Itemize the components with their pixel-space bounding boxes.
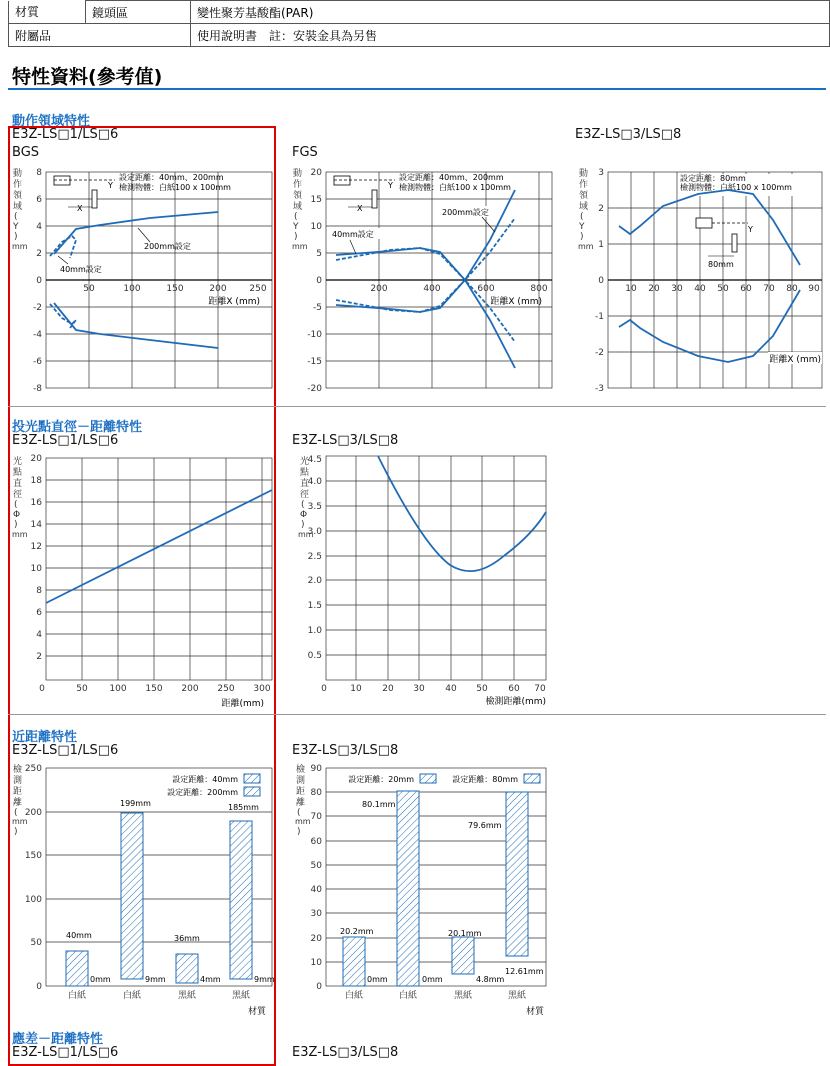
svg-text:域: 域 [13,202,23,212]
x-tick: 200 [181,684,199,694]
legend-swatch [244,774,260,783]
svg-text:(: ( [14,808,18,818]
x-tick: 白紙 [344,991,364,1001]
y-tick: 3.0 [307,527,322,537]
svg-text:徑: 徑 [300,490,310,500]
svg-text:領: 領 [13,191,23,201]
x-tick: 白紙 [67,991,87,1001]
x-axis-label: 檢測距離(mm) [485,697,546,707]
x-tick: 100 [109,684,127,694]
y-tick: 20 [310,168,322,178]
x-tick: 70 [763,284,775,294]
accessory-value: 使用說明書 註：安裝金具為另售 [197,28,378,43]
target-icon [732,234,737,252]
label-40: 40mm設定 [60,265,102,274]
y-axis-label [12,763,28,837]
divider-1 [8,406,826,407]
near-title: 近距離特性 [12,730,78,745]
y-tick: 3.5 [307,502,322,512]
diff-title: 應差－距離特性 [12,1032,104,1047]
y-axis-label [292,167,308,251]
y-tick: 0 [316,276,322,286]
x-tick: 60 [740,284,752,294]
legend-20: 設定距離：20mm [348,775,414,784]
svg-text:mm: mm [12,817,28,826]
setting-note: 設定距離：40mm、200mm [119,173,224,182]
bar-label: 80.1mm [362,800,396,809]
y-tick: -4 [33,330,42,340]
x-tick: 300 [253,684,271,694]
svg-text:作: 作 [579,180,589,190]
object-note: 檢測物體：白紙100 x 100mm [119,183,231,192]
svg-text:作: 作 [293,180,303,190]
y-tick: 0.5 [307,651,322,661]
accessory-label-cell [9,24,191,47]
spot-model-a: E3Z-LS□1/LS□6 [12,433,119,448]
chart-fgs [290,160,556,400]
x-tick: 黑紙 [453,991,473,1001]
svg-text:檢: 檢 [13,765,23,775]
y-tick: -1 [595,312,604,322]
svg-text:光: 光 [300,457,310,467]
object-note: 檢測物體：白紙100 x 100mm [680,183,792,192]
x-axis-label: 距離X (mm) [490,297,542,307]
y-tick: 20 [310,934,322,944]
section-title: 特性資料(參考值) [12,66,163,88]
x-tick: 白紙 [122,991,142,1001]
bar-20-black [452,937,474,974]
label-40: 40mm設定 [332,230,374,239]
svg-text:徑: 徑 [13,490,23,500]
y-tick: 10 [30,564,42,574]
setting-note: 設定距離：80mm [680,174,746,183]
sensor-icon [696,218,712,228]
svg-text:mm: mm [298,530,314,539]
y-tick: 70 [310,812,322,822]
accessory-label: 附屬品 [15,28,52,43]
x-tick: 90 [808,284,820,294]
y-tick: 100 [24,895,42,905]
svg-text:Y: Y [293,222,299,232]
y-tick: 250 [24,764,42,774]
svg-text:離: 離 [13,798,23,808]
op-area-title: 動作領域特性 [12,114,91,129]
bar-40-white [66,951,88,986]
y-tick: 2 [36,652,42,662]
svg-text:mm: mm [292,242,308,251]
lens-label-cell [86,1,191,24]
y-tick: 2 [598,204,604,214]
x-tick: 50 [76,684,88,694]
y-tick: 4 [36,630,42,640]
svg-text:(: ( [14,500,18,510]
x-tick: 200 [209,284,227,294]
chart-bgs [10,160,276,400]
material-label: 材質 [15,5,40,20]
curve-40-lower [50,304,76,328]
svg-text:檢: 檢 [296,765,306,775]
svg-text:): ) [294,232,298,242]
bar-label: 4.8mm [476,975,505,984]
svg-text:離: 離 [296,798,306,808]
bar-label: 40mm [66,931,92,940]
svg-text:領: 領 [579,191,589,201]
near-model-b: E3Z-LS□3/LS□8 [292,743,399,758]
bar-label: 36mm [174,934,200,943]
bar-label: 199mm [120,799,151,808]
y-tick: 200 [24,808,42,818]
svg-text:): ) [14,232,18,242]
chart-spot-a [10,450,276,710]
svg-text:點: 點 [300,468,310,478]
x-tick: 0 [39,684,45,694]
bar-80-white [397,791,419,986]
y-tick: -15 [307,357,322,367]
y-tick: 1.0 [307,626,322,636]
y-tick: 4.0 [307,477,322,487]
target-icon [92,190,97,208]
y-tick: 12 [30,542,42,552]
x-tick: 250 [249,284,267,294]
svg-text:動: 動 [579,169,589,179]
y-tick: 50 [310,861,322,871]
chart-near-b [290,762,556,1022]
diff-model-a: E3Z-LS□1/LS□6 [12,1045,119,1060]
x-tick: 20 [382,684,394,694]
legend-80: 設定距離：80mm [452,775,518,784]
bar-label: 9mm [254,975,275,984]
y-tick: 0 [316,982,322,992]
legend-swatch [244,787,260,796]
op-model-b: E3Z-LS□3/LS□8 [575,127,682,142]
y-tick: 4.5 [307,455,322,465]
divider-2 [8,714,826,715]
svg-text:距: 距 [296,787,306,797]
bar-label: 0mm [422,975,443,984]
svg-text:直: 直 [300,479,310,489]
y-tick: 16 [30,498,42,508]
accessory-value-cell [191,24,830,47]
x-tick: 30 [413,684,425,694]
svg-text:點: 點 [13,468,23,478]
svg-text:(: ( [297,808,301,818]
x-tick: 60 [508,684,520,694]
y-tick: -2 [595,348,604,358]
y-tick: 0 [36,276,42,286]
y-tick: 6 [36,608,42,618]
y-tick: 5 [316,249,322,259]
legend-swatch [524,774,540,783]
x-axis-label: 距離X (mm) [769,355,821,365]
y-tick: 150 [24,851,42,861]
svg-text:): ) [14,520,18,530]
y-symbol: Y [388,181,393,190]
y-tick: 50 [30,938,42,948]
x-tick: 600 [477,284,495,294]
op-model-a: E3Z-LS□1/LS□6 [12,127,119,142]
y-symbol: Y [108,181,113,190]
spot-model-b: E3Z-LS□3/LS□8 [292,433,399,448]
svg-text:): ) [14,827,18,837]
x-tick: 50 [717,284,729,294]
y-tick: 8 [36,168,42,178]
x-tick: 50 [476,684,488,694]
x-symbol: X [357,204,363,213]
svg-text:測: 測 [296,776,306,786]
section-rule [8,88,826,90]
y-tick: 14 [30,520,42,530]
y-axis-label [12,167,28,251]
bar-20-white [343,937,365,986]
spot-curve [378,456,546,571]
bar-label: 9mm [145,975,166,984]
material-label-cell [9,1,86,24]
curve-lower [619,290,800,362]
y-tick: -5 [313,303,322,313]
chart-ls3-area [578,160,826,400]
y-tick: 6 [36,195,42,205]
y-tick: 0 [36,982,42,992]
target-icon [372,190,377,208]
lens-value: 變性聚芳基酸酯(PAR) [197,5,314,20]
x-axis-label: 材質 [247,1007,266,1017]
x-tick: 70 [534,684,546,694]
curve-200-upper [54,212,218,254]
curve-40-upper [336,218,515,280]
bar-label: 4mm [200,975,221,984]
legend-40: 設定距離：40mm [172,775,238,784]
x-tick: 0 [321,684,327,694]
x-tick: 黑紙 [507,991,527,1001]
bar-label: 79.6mm [468,821,502,830]
svg-text:距: 距 [13,787,23,797]
y-tick: 40 [310,885,322,895]
x-axis-label: 材質 [525,1007,544,1017]
y-symbol: Y [748,225,753,234]
x-tick: 250 [217,684,235,694]
x-tick: 40 [445,684,457,694]
svg-text:mm: mm [12,242,28,251]
y-tick: -20 [307,384,322,394]
y-tick: 80 [310,788,322,798]
x-tick: 150 [145,684,163,694]
legend-swatch [420,774,436,783]
diff-model-b: E3Z-LS□3/LS□8 [292,1045,399,1060]
svg-text:Y: Y [13,222,19,232]
y-tick: -10 [307,330,322,340]
bar-label: 0mm [367,975,388,984]
y-tick: 1 [598,240,604,250]
svg-text:(: ( [294,212,298,222]
sensor-icon [54,176,70,185]
svg-text:(: ( [14,212,18,222]
bar-40-black [176,954,198,983]
svg-text:光: 光 [13,457,23,467]
y-tick: -8 [33,384,42,394]
y-tick: 20 [30,454,42,464]
y-tick: 4 [36,222,42,232]
bar-label: 20.2mm [340,927,374,936]
label-200: 200mm設定 [442,208,489,217]
x-tick: 800 [530,284,548,294]
y-tick: 10 [310,958,322,968]
y-tick: 30 [310,909,322,919]
y-tick: 2.0 [307,576,322,586]
svg-text:動: 動 [13,169,23,179]
y-axis-label [578,167,594,251]
curve-200-lower [54,303,218,348]
y-tick: -3 [595,384,604,394]
svg-text:直: 直 [13,479,23,489]
fgs-label: FGS [292,145,318,160]
spot-title: 投光點直徑－距離特性 [12,420,143,435]
bar-80-black [506,792,528,956]
svg-text:(: ( [580,212,584,222]
x-tick: 150 [166,284,184,294]
x-tick: 80 [786,284,798,294]
y-tick: 15 [310,195,322,205]
spec-table [8,0,830,47]
x-tick: 100 [123,284,141,294]
x-tick: 200 [370,284,388,294]
svg-text:領: 領 [293,191,303,201]
y-tick: 18 [30,476,42,486]
chart-spot-b [290,450,556,710]
svg-text:mm: mm [578,242,594,251]
bar-label: 185mm [228,803,259,812]
label-200: 200mm設定 [144,242,191,251]
y-tick: 2 [36,249,42,259]
svg-text:動: 動 [293,169,303,179]
y-tick: 90 [310,764,322,774]
bar-label: 0mm [90,975,111,984]
svg-text:Φ: Φ [300,510,308,520]
near-model-a: E3Z-LS□1/LS□6 [12,743,119,758]
y-tick: -2 [33,303,42,313]
y-tick: 8 [36,586,42,596]
svg-text:作: 作 [13,180,23,190]
x-tick: 10 [350,684,362,694]
bar-200-black [230,821,252,979]
curve-40-upper [50,236,76,258]
bar-label: 12.61mm [505,967,544,976]
y-axis-label [12,455,28,539]
x-tick: 30 [671,284,683,294]
x-symbol: X [77,204,83,213]
label-80: 80mm [708,260,734,269]
svg-text:(: ( [301,500,305,510]
x-tick: 400 [423,284,441,294]
chart-near-a [10,762,276,1022]
svg-text:): ) [297,827,301,837]
y-tick: 1.5 [307,601,322,611]
svg-text:): ) [580,232,584,242]
x-tick: 黑紙 [177,991,197,1001]
spot-curve [46,490,272,603]
bar-label: 20.1mm [448,929,482,938]
bgs-label: BGS [12,145,40,160]
y-tick: 2.5 [307,552,322,562]
sensor-icon [334,176,350,185]
svg-text:域: 域 [293,202,303,212]
lens-label: 鏡頭區 [92,5,129,20]
y-tick: 3 [598,168,604,178]
y-tick: 60 [310,837,322,847]
x-tick: 40 [694,284,706,294]
x-tick: 10 [625,284,637,294]
x-tick: 黑紙 [231,991,251,1001]
svg-text:mm: mm [12,530,28,539]
y-axis-label [295,763,311,837]
bar-200-white [121,813,143,979]
y-tick: -6 [33,357,42,367]
y-tick: 10 [310,222,322,232]
svg-text:): ) [301,520,305,530]
x-axis-label: 距離(mm) [221,699,264,709]
svg-text:Φ: Φ [13,510,21,520]
lens-value-cell [191,1,830,24]
object-note: 檢測物體：白紙100 x 100mm [399,183,511,192]
svg-text:域: 域 [579,202,589,212]
svg-text:mm: mm [295,817,311,826]
x-axis-label: 距離X (mm) [208,297,260,307]
y-tick: 0 [598,276,604,286]
setting-note: 設定距離：40mm、200mm [399,173,504,182]
x-tick: 50 [83,284,95,294]
legend-200: 設定距離：200mm [167,788,238,797]
svg-text:測: 測 [13,776,23,786]
x-tick: 20 [648,284,660,294]
x-tick: 白紙 [398,991,418,1001]
svg-text:Y: Y [579,222,585,232]
